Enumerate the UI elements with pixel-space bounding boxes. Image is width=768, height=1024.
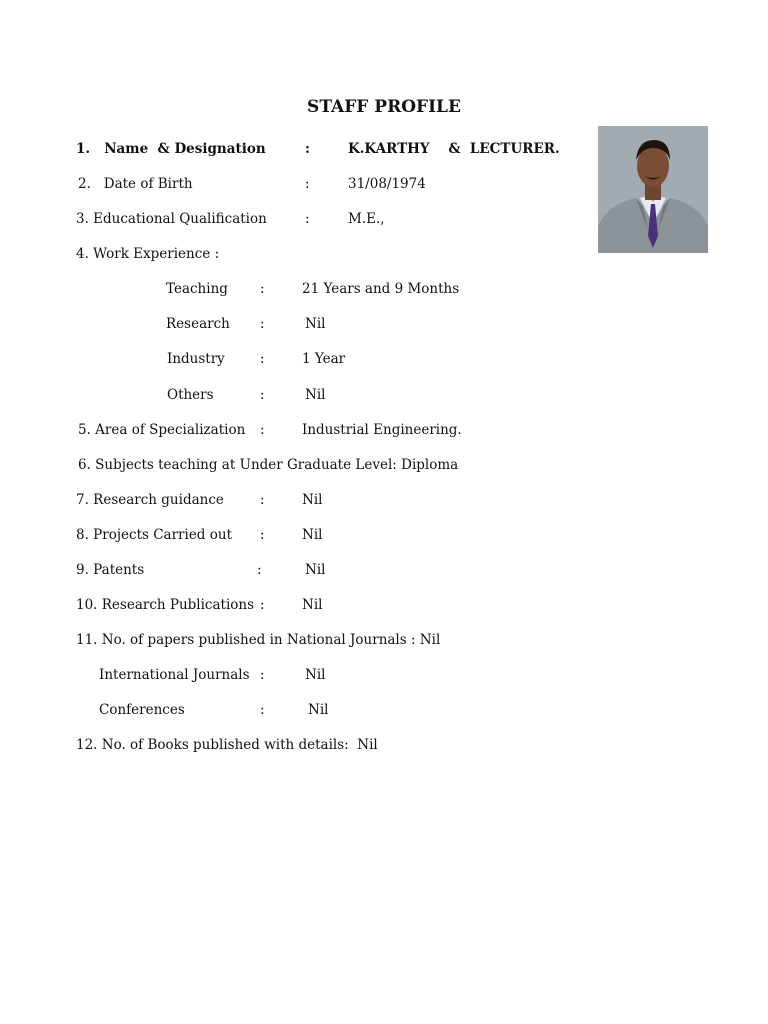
publications-label: 10. Research Publications: [76, 597, 255, 613]
area-separator: :: [260, 422, 265, 438]
portrait-image: [598, 126, 708, 253]
dob-label: 2. Date of Birth: [78, 176, 193, 192]
guidance-label: 7. Research guidance: [76, 492, 224, 508]
teaching-label: Teaching: [166, 281, 228, 297]
research-label: Research: [166, 316, 230, 332]
patents-separator: :: [257, 562, 262, 578]
patents-label: 9. Patents: [76, 562, 145, 578]
profile-photo: [598, 126, 708, 253]
guidance-value: Nil: [302, 492, 323, 508]
area-label: 5. Area of Specialization: [78, 422, 246, 438]
conferences-label: Conferences: [99, 702, 185, 718]
guidance-separator: :: [260, 492, 265, 508]
dob-separator: :: [305, 176, 310, 192]
publications-value: Nil: [302, 597, 323, 613]
projects-value: Nil: [302, 527, 323, 543]
international-journals-label: International Journals: [99, 667, 250, 683]
industry-separator: :: [260, 351, 265, 367]
others-separator: :: [260, 387, 265, 403]
teaching-value: 21 Years and 9 Months: [302, 281, 460, 297]
patents-value: Nil: [305, 562, 326, 578]
name-label: 1. Name & Designation: [76, 141, 266, 157]
edu-value: M.E.,: [348, 211, 385, 227]
international-journals-separator: :: [260, 667, 265, 683]
papers-label: 11. No. of papers published in National Journals : Nil: [76, 632, 441, 648]
research-separator: :: [260, 316, 265, 332]
teaching-separator: :: [260, 281, 265, 297]
edu-separator: :: [305, 211, 310, 227]
edu-label: 3. Educational Qualification: [76, 211, 267, 227]
industry-value: 1 Year: [302, 351, 346, 367]
work-experience-label: 4. Work Experience :: [76, 246, 220, 262]
projects-label: 8. Projects Carried out: [76, 527, 232, 543]
publications-separator: :: [260, 597, 265, 613]
name-separator: :: [305, 141, 310, 157]
books-label: 12. No. of Books published with details: Nil: [76, 737, 378, 753]
subjects-label: 6. Subjects teaching at Under Graduate Level: Diploma: [78, 457, 459, 473]
research-value: Nil: [305, 316, 326, 332]
others-label: Others: [167, 387, 214, 403]
international-journals-value: Nil: [305, 667, 326, 683]
area-value: Industrial Engineering.: [302, 422, 462, 438]
conferences-separator: :: [260, 702, 265, 718]
page-title: STAFF PROFILE: [307, 97, 461, 117]
dob-value: 31/08/1974: [348, 176, 426, 192]
others-value: Nil: [305, 387, 326, 403]
name-value: K.KARTHY & LECTURER.: [348, 141, 560, 157]
industry-label: Industry: [167, 351, 225, 367]
conferences-value: Nil: [308, 702, 329, 718]
projects-separator: :: [260, 527, 265, 543]
